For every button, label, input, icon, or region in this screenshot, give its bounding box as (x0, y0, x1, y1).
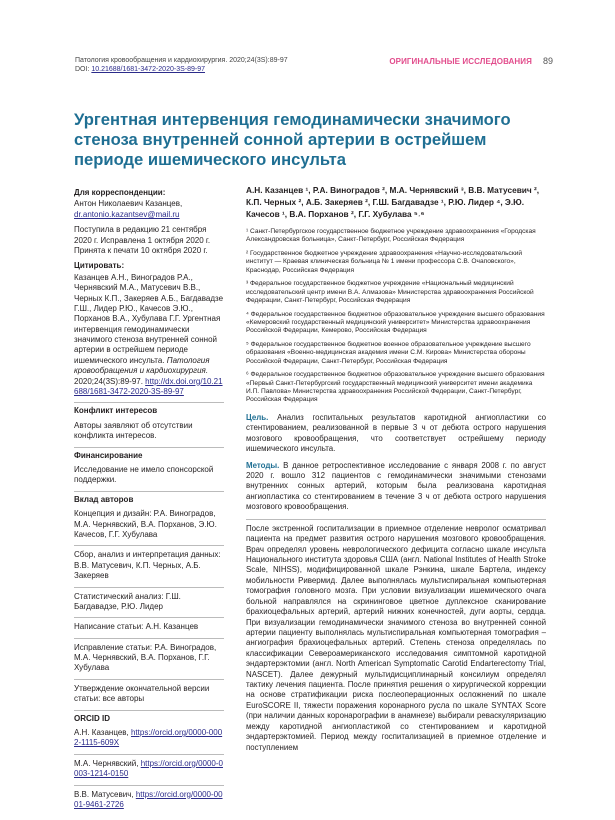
affiliation-item: ² Государственное бюджетное учреждение здравоохранения «Научно-исследовательский институт — Краевая клиническая больница № 1 имени профессора С.В. Очаповского», Краснодар, Российская Федерация (246, 249, 523, 274)
affiliation-item: ³ Федеральное государственное бюджетное учреждение «Национальный медицинский исследовательский центр имени В.А. Алмазова» Министерства здравоохранения Российской Федерации, Санкт-Петербург, Российская Федерация (246, 280, 534, 305)
orcid-author: В.В. Матусевич, (74, 789, 136, 799)
orcid-label: ORCID ID (74, 710, 224, 724)
contribution-item: Сбор, анализ и интерпретация данных: В.В. Матусевич, К.П. Черных, А.Б. Закеряев (74, 550, 221, 581)
orcid-link[interactable]: https://orcid.org/0000-0002-1115-609X (74, 728, 223, 748)
journal-citation: Патология кровообращения и кардиохирургия. 2020;24(3S):89-97 (75, 57, 288, 64)
citation-body: Казанцев А.Н., Виноградов Р.А., Чернявский М.А., Матусевич В.В., Черных К.П., Закеряев А.Б., Багдавадзе Г.Ш., Лидер Р.Ю., Качесов Э.Ю., Порханов В.А., Хубулава Г.Г. Ургентная интервенция гемодинамически значимого стеноза внутренней сонной артерии в острейшем периоде ишемического инсульта. (74, 272, 224, 365)
methods-text: В данное ретроспективное исследование с января 2008 г. по август 2020 г. вошло 312 пациентов с гемодинамически значимыми стенозами внутренних сонных артерий, которым была реализована каротидная ангиопластика со стентированием в течение 3 ч от дебюта острого нарушения мозгового кровообращения. (246, 460, 547, 512)
contribution-item: Исправление статьи: Р.А. Виноградов, М.А. Чернявский, В.А. Порханов, Г.Г. Хубулава (74, 642, 217, 673)
affiliation-item: ¹ Санкт-Петербургское государственное бюджетное учреждение здравоохранения «Городская Александровская больница», Санкт-Петербург, Российская Федерация (246, 228, 536, 244)
citation-text (74, 273, 224, 398)
contribution-item: Утверждение окончательной версии статьи: все авторы (74, 683, 210, 704)
orcid-item (74, 759, 224, 780)
orcid-item (74, 728, 224, 749)
divider (74, 754, 224, 755)
abstract-aim (246, 413, 546, 455)
correspondence-label: Для корреспонденции: (74, 188, 166, 197)
running-header (75, 56, 288, 74)
author-list: А.Н. Казанцев ¹, Р.А. Виноградов ², М.А. Чернявский ³, В.В. Матусевич ², К.П. Черных ², А.Б. Закеряев ², Г.Ш. Багдавадзе ¹, Р.Ю. Лидер ⁴, Э.Ю. Качесов ¹, В.А. Порханов ², Г.Г. Хубулава ⁵˒⁶ (246, 185, 540, 220)
citation-block (74, 261, 224, 397)
methods-label: Методы. (246, 460, 280, 470)
funding-label: Финансирование (74, 447, 224, 461)
divider (74, 638, 224, 639)
received-dates: Поступила в редакцию 21 сентября 2020 г. Исправлена 1 октября 2020 г. Принята к печати 10 октября 2020 г. (74, 225, 211, 255)
citation-volume: 2020;24(3S):89-97. (74, 376, 143, 386)
affiliation-item: ⁶ Федеральное государственное бюджетное образовательное учреждение высшего образования «Первый Санкт-Петербургский государственный медицинский университет имени академика И.П. Павлова» Министерства здравоохранения Российской Федерации, Санкт-Петербург, Российская Федерация (246, 371, 545, 404)
divider (74, 785, 224, 786)
contribution-item: Написание статьи: А.Н. Казанцев (74, 622, 199, 632)
section-label: ОРИГИНАЛЬНЫЕ ИССЛЕДОВАНИЯ (389, 57, 532, 66)
funding-text: Исследование не имело спонсорской поддержки. (74, 464, 214, 485)
contributions-list (74, 509, 224, 704)
methods-body: После экстренной госпитализации в приемное отделение невролог осматривал пациента на предмет развития острого нарушения мозгового кровообращения. Врач определял уровень неврологического дефицита согласно шкале инсульта Национального института здоровья США (англ. National Institutes of Health Stroke Scale, NIHSS), модифицированной шкале Рэнкина, шкале Бартела, индексу мобильности Ривермид. Далее выполнялась мультиспиральная компьютерная томография головного мозга. При условии визуализации ишемического очага больной направлялся на скрининговое цветное дуплексное сканирование брахиоцефальных артерий, артерий нижних конечностей, дуги аорты, сердца. При визуализации гемодинамически значимого стеноза во внутренней сонной артерии пациенту выполнялась мультиспиральная компьютерная томография – ангиография брахиоцефальных артерий. Степень стеноза определялась по классификации Североамериканского исследования симптомной каротидной эндартерэктомии (англ. North American Symptomatic Carotid Endarterectomy Trial, NASCET). Далее дежурный мультидисциплинарный консилиум определял тактику лечения пациента. После принятия решения о хирургической коррекции на основе стратификации риска послеоперационных осложнений по шкале EuroSCORE II, тяжести поражения коронарного русла по шкале SYNTAX Score (при наличии данных коронарографии в анамнезе) выбирали реваскуляризацию между каротидной ангиопластикой со стентированием и каротидной эндартерэктомией. Период между госпитализацией в приемное отделение и поступлением (246, 519, 546, 753)
divider (74, 587, 224, 588)
correspondence-block (74, 188, 224, 220)
affiliation-item: ⁵ Федеральное государственное бюджетное военное образовательное учреждение высшего образования «Военно-медицинская академия имени С.М. Кирова» Министерства обороны Российской Федерации, Санкт-Петербург, Российская Федерация (246, 340, 531, 365)
citation-doi-link[interactable]: http://dx.doi.org/10.21688/1681-3472-2020-3S-89-97 (74, 376, 223, 397)
affiliations (246, 228, 546, 405)
contributions-label: Вклад авторов (74, 491, 224, 505)
orcid-link[interactable]: https://orcid.org/0000-0003-1214-0150 (74, 758, 223, 779)
citation-journal: Патология кровообращения и кардиохирургия. (74, 355, 210, 376)
divider (74, 617, 224, 618)
correspondence-name: Антон Николаевич Казанцев, (74, 199, 183, 209)
conflict-label: Конфликт интересов (74, 402, 224, 416)
page-number: 89 (542, 56, 553, 66)
orcid-author: А.Н. Казанцев, (74, 728, 131, 738)
sidebar-metadata (74, 188, 224, 815)
abstract-methods (246, 461, 546, 513)
citation-label: Цитировать: (74, 261, 125, 271)
orcid-list (74, 728, 224, 810)
article-title: Ургентная интервенция гемодинамически значимого стеноза внутренней сонной артерии в острейшем периоде ишемического инсульта (74, 110, 511, 170)
divider (74, 679, 224, 680)
conflict-text: Авторы заявляют об отсутствии конфликта интересов. (74, 420, 193, 441)
main-column (246, 184, 546, 753)
orcid-item (74, 790, 224, 811)
contribution-item: Статистический анализ: Г.Ш. Багдавадзе, Р.Ю. Лидер (74, 591, 181, 611)
orcid-link[interactable]: https://orcid.org/0000-0001-9461-2726 (74, 789, 223, 809)
correspondence-email[interactable]: dr.antonio.kazantsev@mail.ru (74, 209, 180, 219)
doi-line (75, 65, 288, 74)
doi-link[interactable]: 10.21688/1681-3472-2020-3S-89-97 (91, 66, 205, 74)
orcid-author: М.А. Чернявский, (74, 758, 141, 768)
divider (74, 545, 224, 546)
contribution-item: Концепция и дизайн: Р.А. Виноградов, М.А. Чернявский, В.А. Порханов, Э.Ю. Качесов, Г.Г. Хубулава (74, 509, 217, 539)
affiliation-item: ⁴ Федеральное государственное бюджетное образовательное учреждение высшего образования «Кемеровский государственный медицинский университет» Министерства здравоохранения Российской Федерации, Кемерово, Российская Федерация (246, 310, 545, 335)
aim-label: Цель. (246, 412, 269, 422)
doi-label: DOI: (75, 66, 92, 74)
aim-text: Анализ госпитальных результатов каротидной ангиопластики со стентированием, реализованной в первые 3 ч от дебюта острого нарушения мозгового кровообращения, что соответствует острейшему периоду ишемического инсульта. (246, 412, 546, 454)
